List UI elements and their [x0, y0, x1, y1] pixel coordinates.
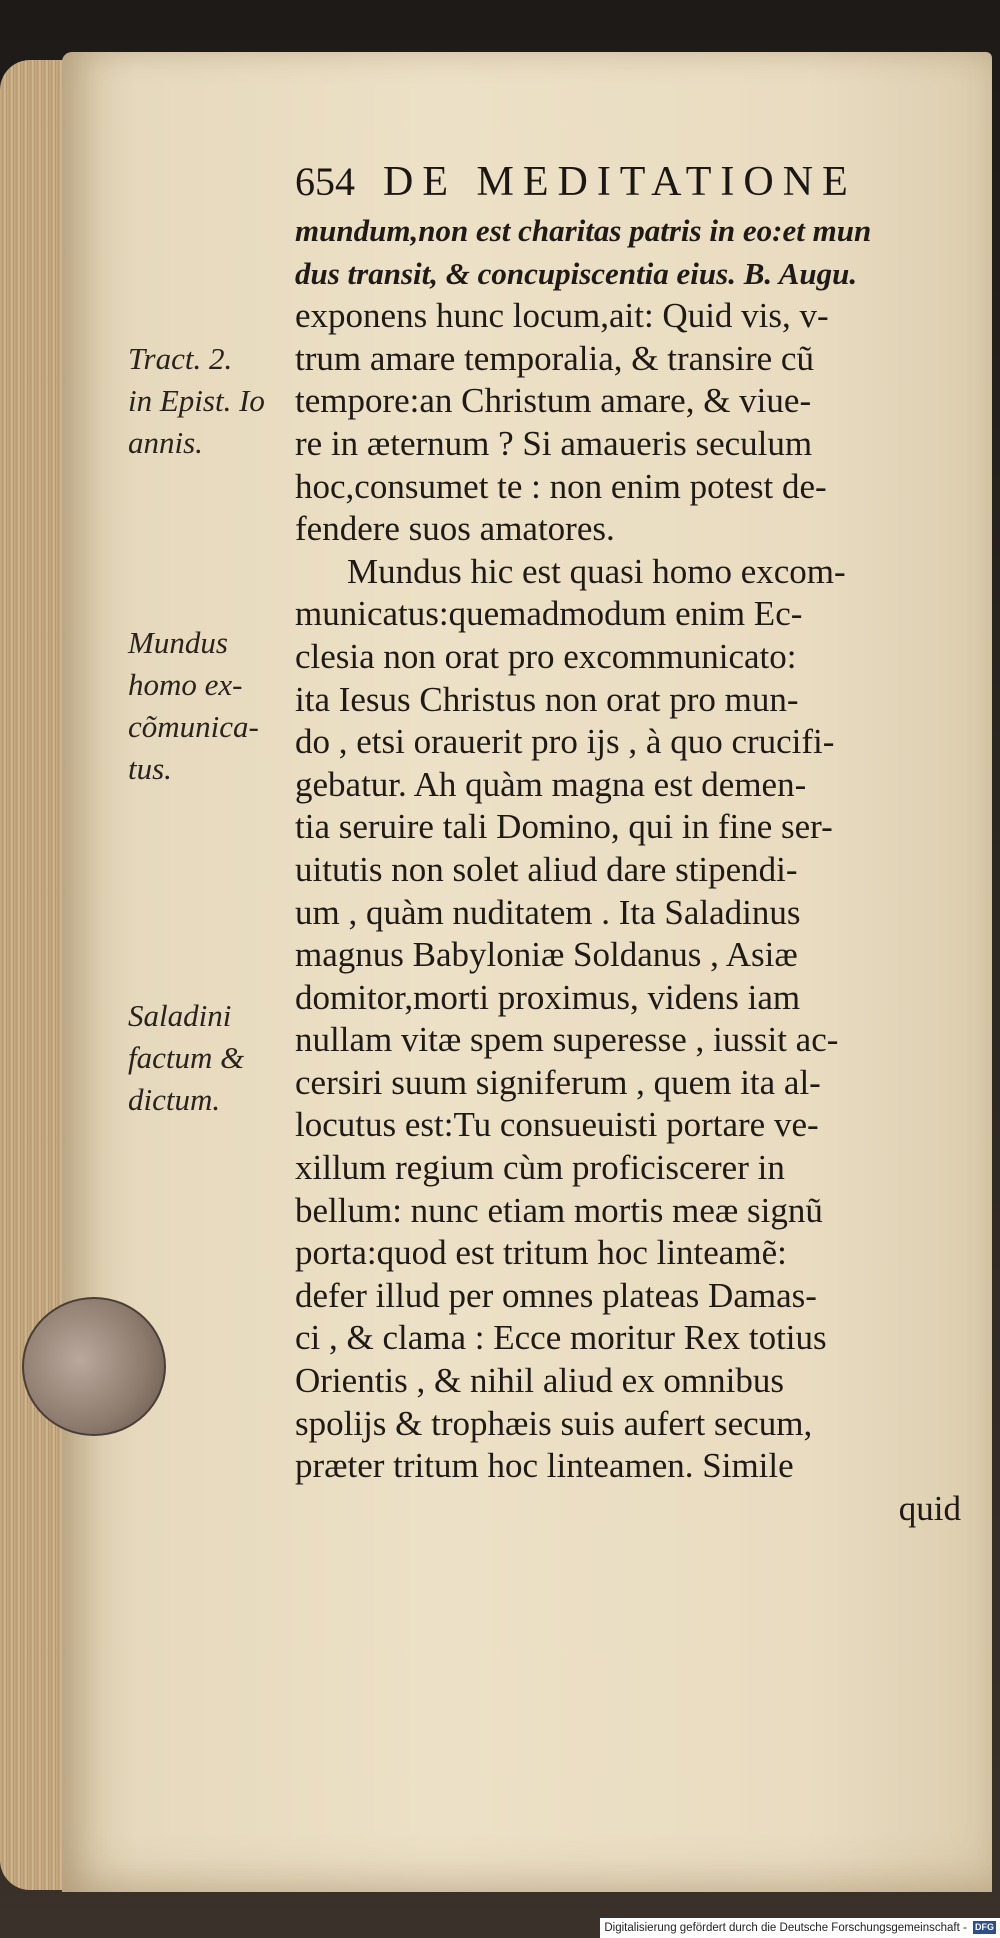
- text-line: mundum,non est charitas patris in eo:et mun: [295, 213, 872, 248]
- text-line: bellum: nunc etiam mortis meæ signũ: [295, 1190, 823, 1230]
- text-line: Mundus hic est quasi homo excom-: [347, 551, 846, 591]
- text-line: ci , & clama : Ecce moritur Rex totius: [295, 1318, 827, 1358]
- text-line: cersiri suum signiferum , quem ita al-: [295, 1062, 821, 1102]
- text-line: domitor,morti proximus, videns iam: [295, 977, 801, 1017]
- text-line: spolijs & trophæis suis aufert secum,: [295, 1403, 813, 1443]
- text-line: gebatur. Ah quàm magna est demen-: [295, 764, 807, 804]
- text-line: re in æternum ? Si amaueris seculum: [295, 423, 813, 463]
- text-line: magnus Babyloniæ Soldanus , Asiæ: [295, 935, 798, 975]
- margin-note-tract: [128, 338, 298, 464]
- credit-text: Digitalisierung gefördert durch die Deutsche Forschungsgemeinschaft -: [604, 1922, 967, 1934]
- text-line: um , quàm nuditatem . Ita Saladinus: [295, 892, 801, 932]
- dfg-logo: DFG: [975, 1922, 994, 1933]
- text-line: dus transit, & concupiscentia eius. B. Augu.: [295, 255, 858, 291]
- margin-note-line: dictum.: [128, 1082, 221, 1117]
- margin-note-line: cõmunica-: [128, 709, 259, 744]
- text-line: municatus:quemadmodum enim Ec-: [295, 594, 803, 634]
- text-line: xillum regium cùm proficiscerer in: [295, 1148, 785, 1188]
- margin-note-line: in Epist. Io: [128, 383, 265, 418]
- margin-note-line: Mundus: [128, 625, 228, 660]
- margin-note-line: factum &: [128, 1040, 245, 1075]
- text-line: fendere suos amatores.: [295, 509, 615, 549]
- text-line: Orientis , & nihil aliud ex omnibus: [295, 1361, 784, 1401]
- text-line: præter tritum hoc linteamen. Simile: [295, 1446, 794, 1486]
- page-header: [295, 158, 935, 206]
- text-line: porta:quod est tritum hoc linteamẽ:: [295, 1233, 787, 1273]
- margin-note-line: homo ex-: [128, 667, 243, 702]
- running-head: DE MEDITATIONE: [383, 159, 857, 205]
- margin-note-line: annis.: [128, 425, 203, 460]
- margin-note-line: tus.: [128, 751, 172, 786]
- margin-note-line: Tract. 2.: [128, 341, 233, 376]
- digitization-credit: [600, 1918, 1000, 1938]
- body-text: [295, 210, 975, 1530]
- catchword: quid: [898, 1488, 961, 1528]
- text-line: locutus est:Tu consueuisti portare ve-: [295, 1105, 819, 1145]
- text-line: hoc,consumet te : non enim potest de-: [295, 466, 827, 506]
- text-line: nullam vitæ spem superesse , iussit ac-: [295, 1020, 839, 1060]
- text-line: uitutis non solet aliud dare stipendi-: [295, 849, 798, 889]
- margin-note-mundus: [128, 622, 298, 790]
- text-line: do , etsi orauerit pro ijs , à quo crucifi-: [295, 722, 835, 762]
- text-line: defer illud per omnes plateas Damas-: [295, 1275, 817, 1315]
- text-line: tempore:an Christum amare, & viue-: [295, 381, 812, 421]
- margin-note-saladini: [128, 995, 298, 1121]
- text-line: tia seruire tali Domino, qui in fine ser-: [295, 807, 833, 847]
- text-line: ita Iesus Christus non orat pro mun-: [295, 679, 799, 719]
- text-line: exponens hunc locum,ait: Quid vis, v-: [295, 296, 829, 336]
- page-number: 654: [295, 159, 355, 204]
- thumb-holding-page: [22, 1297, 166, 1436]
- text-line: clesia non orat pro excommunicato:: [295, 636, 797, 676]
- text-line: trum amare temporalia, & transire cũ: [295, 338, 814, 378]
- margin-note-line: Saladini: [128, 998, 232, 1033]
